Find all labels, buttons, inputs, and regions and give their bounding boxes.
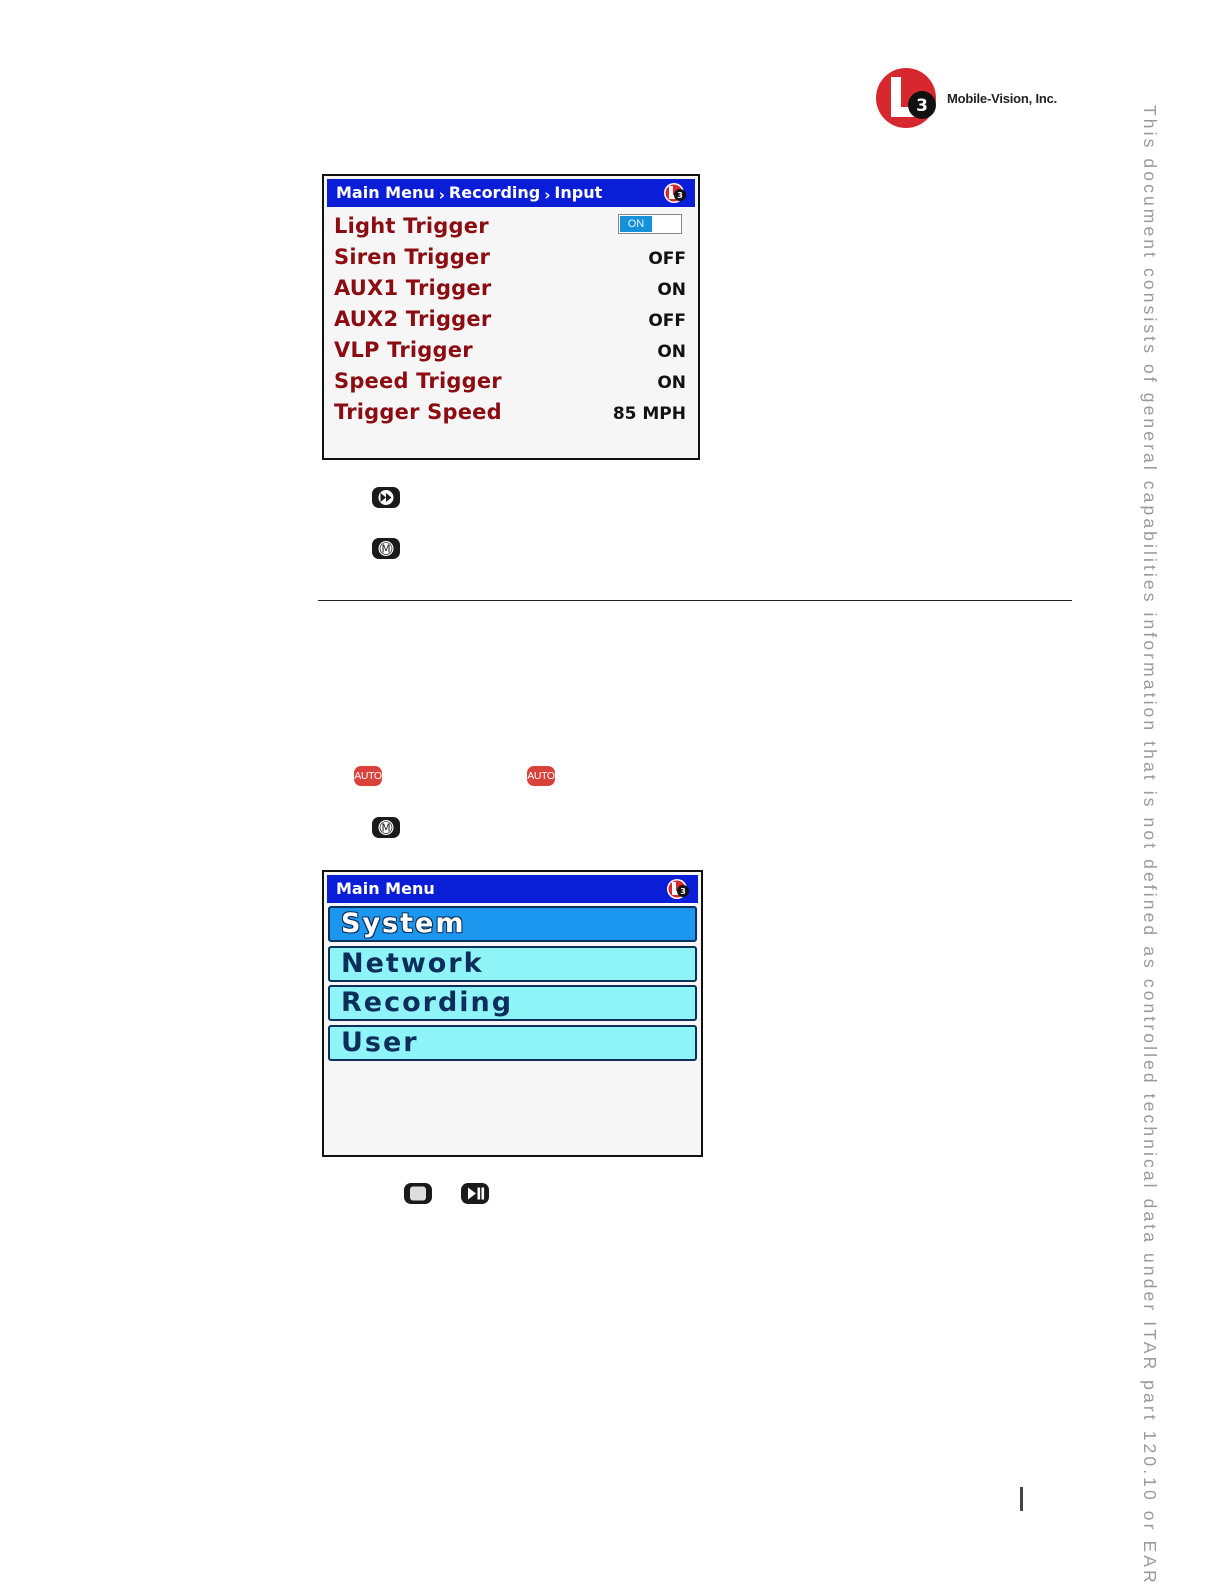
setting-value: 85 MPH: [612, 404, 686, 424]
menu-m-icon: [372, 538, 400, 559]
setting-row-trigger-speed[interactable]: [334, 400, 686, 430]
side-note-text: This document consists of general capabilities information that is not defined as controlled technical data under ITAR part 120.10 or EAR: [1140, 105, 1160, 1586]
setting-row-light-trigger[interactable]: [334, 214, 686, 244]
play-pause-button[interactable]: [461, 1183, 489, 1204]
screen-title-bar: [327, 875, 698, 903]
setting-label: Siren Trigger: [334, 245, 491, 269]
setting-label: AUX2 Trigger: [334, 307, 492, 331]
setting-label: Speed Trigger: [334, 369, 502, 393]
section-divider: [318, 600, 1072, 601]
svg-text:M: M: [381, 822, 391, 835]
setting-row-aux2-trigger[interactable]: [334, 307, 686, 337]
svg-text:3: 3: [680, 887, 686, 896]
breadcrumb-main-menu[interactable]: Main Menu: [336, 183, 435, 202]
menu-button[interactable]: [372, 538, 400, 559]
auto-button[interactable]: AUTO: [527, 766, 555, 786]
play-pause-icon: [461, 1183, 489, 1204]
setting-label: AUX1 Trigger: [334, 276, 492, 300]
setting-value: ON: [657, 373, 686, 393]
setting-value: OFF: [648, 311, 686, 331]
setting-row-aux1-trigger[interactable]: [334, 276, 686, 306]
main-menu-screen: [322, 870, 703, 1157]
l3-logo-icon: [875, 67, 939, 129]
breadcrumb: [327, 179, 695, 207]
setting-row-siren-trigger[interactable]: [334, 245, 686, 275]
svg-text:M: M: [381, 543, 391, 556]
setting-row-speed-trigger[interactable]: [334, 369, 686, 399]
setting-row-vlp-trigger[interactable]: [334, 338, 686, 368]
svg-text:3: 3: [677, 191, 683, 200]
brand-name: Mobile-Vision, Inc.: [947, 91, 1058, 106]
setting-value: OFF: [648, 249, 686, 269]
menu-button[interactable]: [372, 817, 400, 838]
breadcrumb-input: Input: [554, 183, 603, 202]
setting-value: ON: [657, 342, 686, 362]
light-trigger-toggle[interactable]: [618, 214, 682, 234]
menu-item-system[interactable]: System: [328, 906, 697, 942]
menu-item-user[interactable]: User: [328, 1025, 697, 1061]
setting-label: Trigger Speed: [334, 400, 502, 424]
screen-title: Main Menu: [336, 879, 435, 898]
fast-forward-button[interactable]: [372, 487, 400, 508]
setting-value: ON: [657, 280, 686, 300]
toggle-on-label: ON: [620, 216, 652, 232]
fast-forward-icon: [372, 487, 400, 508]
breadcrumb-recording[interactable]: Recording: [448, 183, 541, 202]
l3-badge-icon: [666, 878, 690, 900]
breadcrumb-separator: ›: [544, 186, 551, 204]
setting-label: Light Trigger: [334, 214, 489, 238]
footer-page-marker: [1020, 1487, 1023, 1511]
setting-label: VLP Trigger: [334, 338, 473, 362]
stop-icon: [404, 1183, 432, 1204]
auto-button[interactable]: AUTO: [354, 766, 382, 786]
l3-badge-icon: [663, 182, 687, 204]
svg-text:3: 3: [916, 96, 928, 116]
breadcrumb-separator: ›: [438, 186, 445, 204]
stop-button[interactable]: [404, 1183, 432, 1204]
side-note: [1138, 105, 1160, 1586]
input-settings-screen: [322, 174, 700, 460]
menu-m-icon: [372, 817, 400, 838]
menu-item-network[interactable]: Network: [328, 946, 697, 982]
menu-item-recording[interactable]: Recording: [328, 985, 697, 1021]
toggle-knob: [652, 216, 680, 232]
